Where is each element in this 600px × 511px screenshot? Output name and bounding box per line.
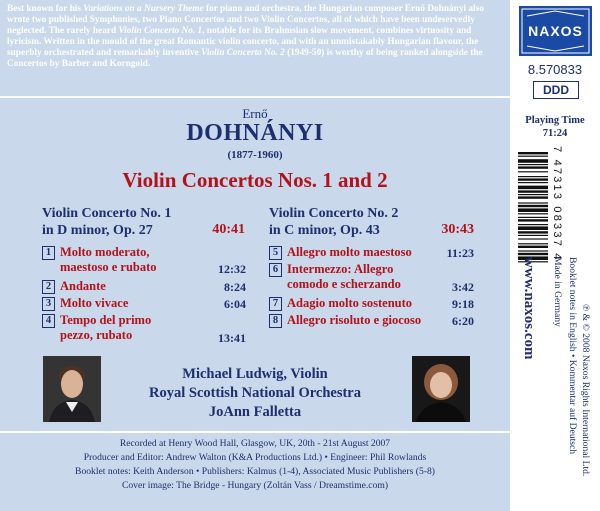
barcode-bar (518, 156, 548, 157)
track-number: 5 (269, 246, 282, 260)
cover-credit: Cover image: The Bridge - Hungary (Zoltán Vass / Dreamstime.com) (121, 480, 389, 491)
booklet-credit: Booklet notes: Keith Anderson • Publishers: Kalmus (1-4), Associated Music Publishers (5-8) (75, 466, 435, 477)
made-in-note: Made in Germany (552, 257, 563, 327)
track-title: Intermezzo: Allegro (287, 262, 394, 276)
barcode-bar (518, 238, 548, 239)
barcode-bar (518, 194, 548, 195)
barcode-bar (518, 176, 548, 177)
blurb-text: (1949-50) is worthy of being ranked alongside the Concertos by Barber and Korngold. (7, 48, 483, 70)
divider-bottom (0, 431, 510, 433)
barcode-bar (518, 159, 548, 163)
barcode-bar (518, 246, 548, 248)
barcode-bar (518, 190, 548, 192)
track-title: Molto vivace (60, 296, 129, 310)
track-1 (42, 245, 157, 274)
blurb-text: , notable for its Brahmsian slow movement, combines virtuosity and lyricism. Written in the mould of the great Romantic violin concerto, and with an unmistakably Hungarian flavour, the superbly orchestrated and remarkably inventive (7, 26, 479, 59)
blurb-italic: Violin Concerto No. 1 (118, 26, 203, 37)
barcode-bar (518, 224, 548, 225)
track-5 (269, 245, 412, 260)
track-number: 2 (42, 280, 55, 294)
track-title: Molto moderato, (60, 245, 150, 259)
track-number: 4 (42, 314, 55, 328)
track-number: 6 (269, 263, 282, 277)
barcode-bar (518, 196, 548, 198)
album-title: Violin Concertos Nos. 1 and 2 (122, 168, 388, 192)
barcode-bar (518, 178, 548, 180)
conductor-name: JoAnn Falletta (208, 404, 302, 420)
barcode-bar (518, 152, 548, 154)
blurb-italic: Variations on a Nursery Theme (83, 4, 204, 14)
track-title: Andante (60, 279, 106, 293)
divider-top (0, 96, 510, 98)
booklet-language-note: Booklet notes in English • Kommentar auf Deutsch (567, 257, 578, 455)
concerto2-key: in C minor, Op. 43 (269, 223, 380, 238)
barcode-bar (518, 171, 548, 172)
composer-first-name: Ernő (242, 106, 268, 121)
concerto1-title: Violin Concerto No. 1 (42, 206, 172, 221)
barcode-bar (518, 243, 548, 244)
naxos-logo (519, 6, 592, 56)
concerto2-title: Violin Concerto No. 2 (269, 206, 399, 221)
concerto2-total-time: 30:43 (441, 222, 474, 237)
barcode-bar (518, 166, 548, 168)
ddd-badge: DDD (533, 81, 579, 99)
track-7 (269, 296, 412, 311)
track-title: Tempo del primo (60, 313, 152, 327)
track-number: 1 (42, 246, 55, 260)
track-2-time: 8:24 (224, 280, 246, 294)
barcode-bar (518, 219, 548, 221)
barcode-bar (518, 250, 548, 251)
track-number: 8 (269, 314, 282, 328)
blurb-text: Best known for his (7, 4, 84, 14)
barcode-number: 7 47313 08337 4 (551, 146, 563, 262)
track-6 (269, 262, 401, 291)
composer-years: (1877-1960) (227, 149, 283, 161)
track-7-time: 9:18 (452, 297, 474, 311)
description-blurb (7, 4, 505, 71)
barcode-bar (518, 164, 548, 165)
track-title-cont: pezzo, rubato (60, 328, 133, 342)
barcode-bar (518, 205, 548, 207)
soloist-name: Michael Ludwig, Violin (182, 366, 328, 382)
logo-text: NAXOS (528, 23, 583, 39)
track-8-time: 6:20 (452, 314, 474, 328)
playing-time-value: 71:24 (542, 128, 568, 139)
track-number: 7 (269, 297, 282, 311)
track-3-time: 6:04 (224, 297, 246, 311)
barcode-bar (518, 208, 548, 212)
track-title: Allegro risoluto e giocoso (287, 313, 422, 327)
track-title-cont: maestoso e rubato (60, 260, 157, 274)
barcode-bar (518, 186, 548, 190)
barcode-bar (518, 226, 548, 230)
orchestra-name: Royal Scottish National Orchestra (149, 385, 361, 401)
concerto1-total-time: 40:41 (212, 222, 245, 237)
concerto1-key: in D minor, Op. 27 (42, 223, 153, 238)
track-number: 3 (42, 297, 55, 311)
track-5-time: 11:23 (446, 246, 474, 260)
track-title: Adagio molto sostenuto (287, 296, 413, 310)
composer-last-name: DOHNÁNYI (186, 120, 324, 146)
track-title: Allegro molto maestoso (287, 245, 412, 259)
recording-credit: Recorded at Henry Wood Hall, Glasgow, UK, 20th - 21st August 2007 (119, 438, 391, 449)
producer-credit: Producer and Editor: Andrew Walton (K&A Productions Ltd.) • Engineer: Phil Rowlands (83, 452, 427, 463)
track-1-time: 12:32 (218, 262, 246, 276)
blurb-italic: Violin Concerto No. 2 (201, 48, 285, 59)
catalog-number: 8.570833 (527, 62, 583, 77)
barcode-bar (518, 253, 548, 255)
track-2 (42, 279, 106, 294)
website-link[interactable]: www.naxos.com (521, 257, 537, 360)
blurb-text: for piano and orchestra, the Hungarian composer Ernő Dohnányi also wrote two published Symphonies, two Piano Concertos and two Violin Concertos, all of which have been undeservedly neglected. The rarely heard (7, 4, 484, 37)
barcode-bar (518, 182, 548, 183)
track-6-time: 3:42 (452, 280, 474, 294)
barcode-bar (518, 217, 548, 218)
barcode-bar (518, 231, 548, 233)
barcode-bar (518, 202, 548, 203)
track-3 (42, 296, 128, 311)
copyright-notice: ℗ & © 2008 Naxos Rights International Ltd. (580, 304, 591, 477)
track-8 (269, 313, 421, 328)
playing-time-label: Playing Time (525, 115, 585, 126)
track-title-cont: comodo e scherzando (287, 277, 401, 291)
barcode-bar (518, 213, 548, 214)
barcode-bar (518, 235, 548, 236)
track-4 (42, 313, 151, 342)
track-4-time: 13:41 (218, 331, 246, 345)
